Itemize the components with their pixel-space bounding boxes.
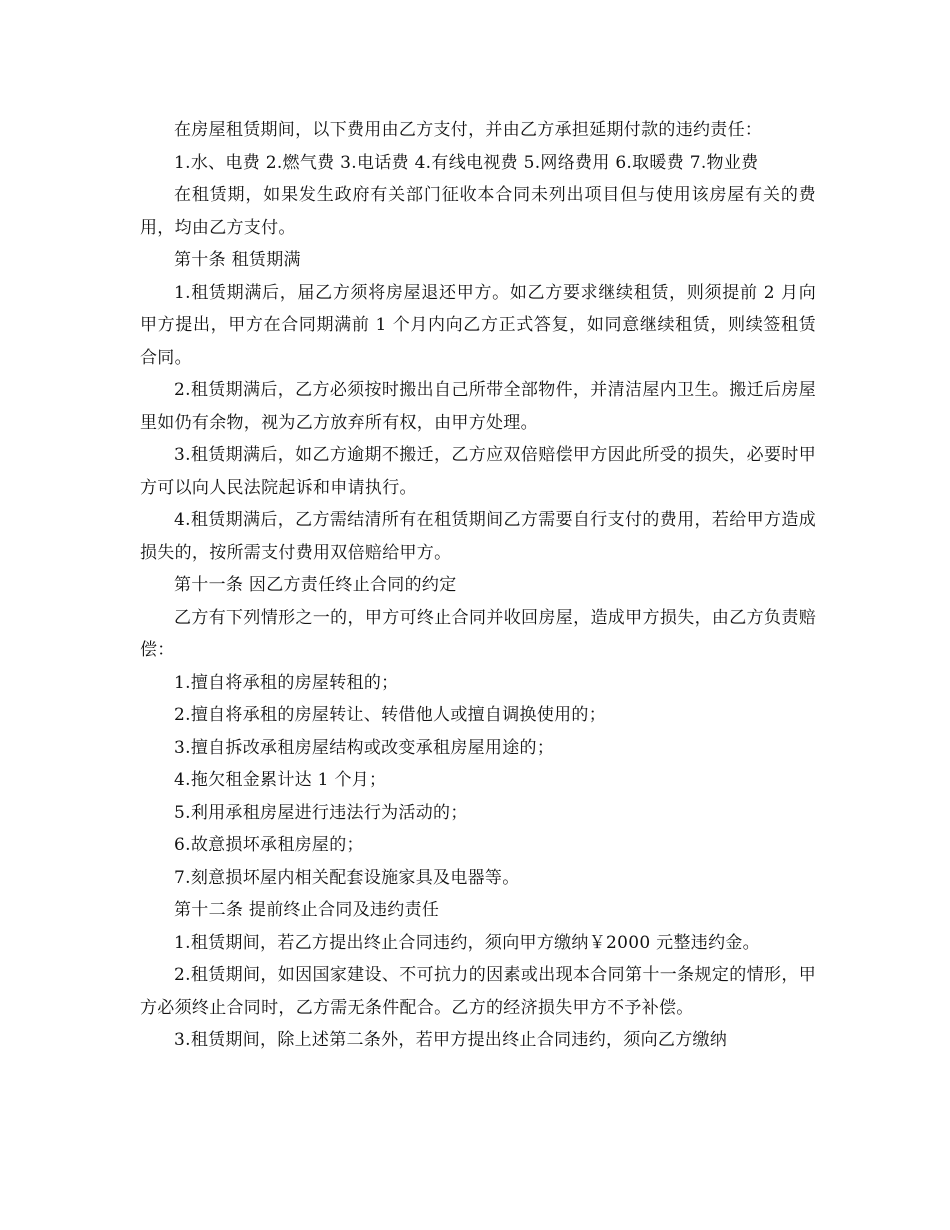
paragraph-article-11-intro: 乙方有下列情形之一的，甲方可终止合同并收回房屋，造成甲方损失，由乙方负责赔偿： — [140, 607, 816, 660]
heading-article-10: 第十条 租赁期满 — [174, 250, 301, 270]
paragraph-fees-list: 1.水、电费 2.燃气费 3.电话费 4.有线电视费 5.网络费用 6.取暖费 7.物业费 — [174, 152, 759, 173]
paragraph-fees-intro: 在房屋租赁期间，以下费用由乙方支付，并由乙方承担延期付款的违约责任： — [174, 120, 763, 140]
paragraph-article-12-item-2: 2.租赁期间，如因国家建设、不可抗力的因素或出现本合同第十一条规定的情形，甲方必须终止合同时，乙方需无条件配合。乙方的经济损失甲方不予补偿。 — [140, 965, 816, 1018]
paragraph-article-11-item-5: 5.利用承租房屋进行违法行为活动的； — [174, 802, 468, 823]
paragraph-article-11-item-1: 1.擅自将承租的房屋转租的； — [174, 672, 399, 693]
paragraph-article-12-item-3: 3.租赁期间，除上述第二条外，若甲方提出终止合同违约，须向乙方缴纳 — [174, 1030, 728, 1050]
paragraph-gov-fees: 在租赁期，如果发生政府有关部门征收本合同未列出项目但与使用该房屋有关的费用，均由乙方支付。 — [140, 185, 816, 238]
paragraph-article-11-item-7: 7.刻意损坏屋内相关配套设施家具及电器等。 — [174, 867, 520, 888]
paragraph-article-10-item-3: 3.租赁期满后，如乙方逾期不搬迁，乙方应双倍赔偿甲方因此所受的损失，必要时甲方可以向人民法院起诉和申请执行。 — [140, 445, 816, 498]
paragraph-article-11-item-3: 3.擅自拆改承租房屋结构或改变承租房屋用途的； — [174, 737, 555, 758]
document-body — [140, 114, 816, 1057]
paragraph-article-11-item-4: 4.拖欠租金累计达 1 个月； — [174, 770, 387, 790]
paragraph-article-10-item-4: 4.租赁期满后，乙方需结清所有在租赁期间乙方需要自行支付的费用，若给甲方造成损失的，按所需支付费用双倍赔给甲方。 — [140, 510, 816, 563]
paragraph-article-10-item-1: 1.租赁期满后，届乙方须将房屋退还甲方。如乙方要求继续租赁，则须提前 2 月向甲方提出，甲方在合同期满前 1 个月内向乙方正式答复，如同意继续租赁，则续签租赁合同。 — [140, 282, 816, 368]
heading-article-12: 第十二条 提前终止合同及违约责任 — [174, 900, 440, 920]
heading-article-11: 第十一条 因乙方责任终止合同的约定 — [174, 575, 457, 595]
paragraph-article-11-item-6: 6.故意损坏承租房屋的； — [174, 835, 364, 855]
paragraph-article-10-item-2: 2.租赁期满后，乙方必须按时搬出自己所带全部物件，并清洁屋内卫生。搬迁后房屋里如仍有余物，视为乙方放弃所有权，由甲方处理。 — [140, 380, 816, 433]
paragraph-article-12-item-1: 1.租赁期间，若乙方提出终止合同违约，须向甲方缴纳￥2000 元整违约金。 — [174, 932, 760, 953]
paragraph-article-11-item-2: 2.擅自将承租的房屋转让、转借他人或擅自调换使用的； — [174, 705, 607, 725]
